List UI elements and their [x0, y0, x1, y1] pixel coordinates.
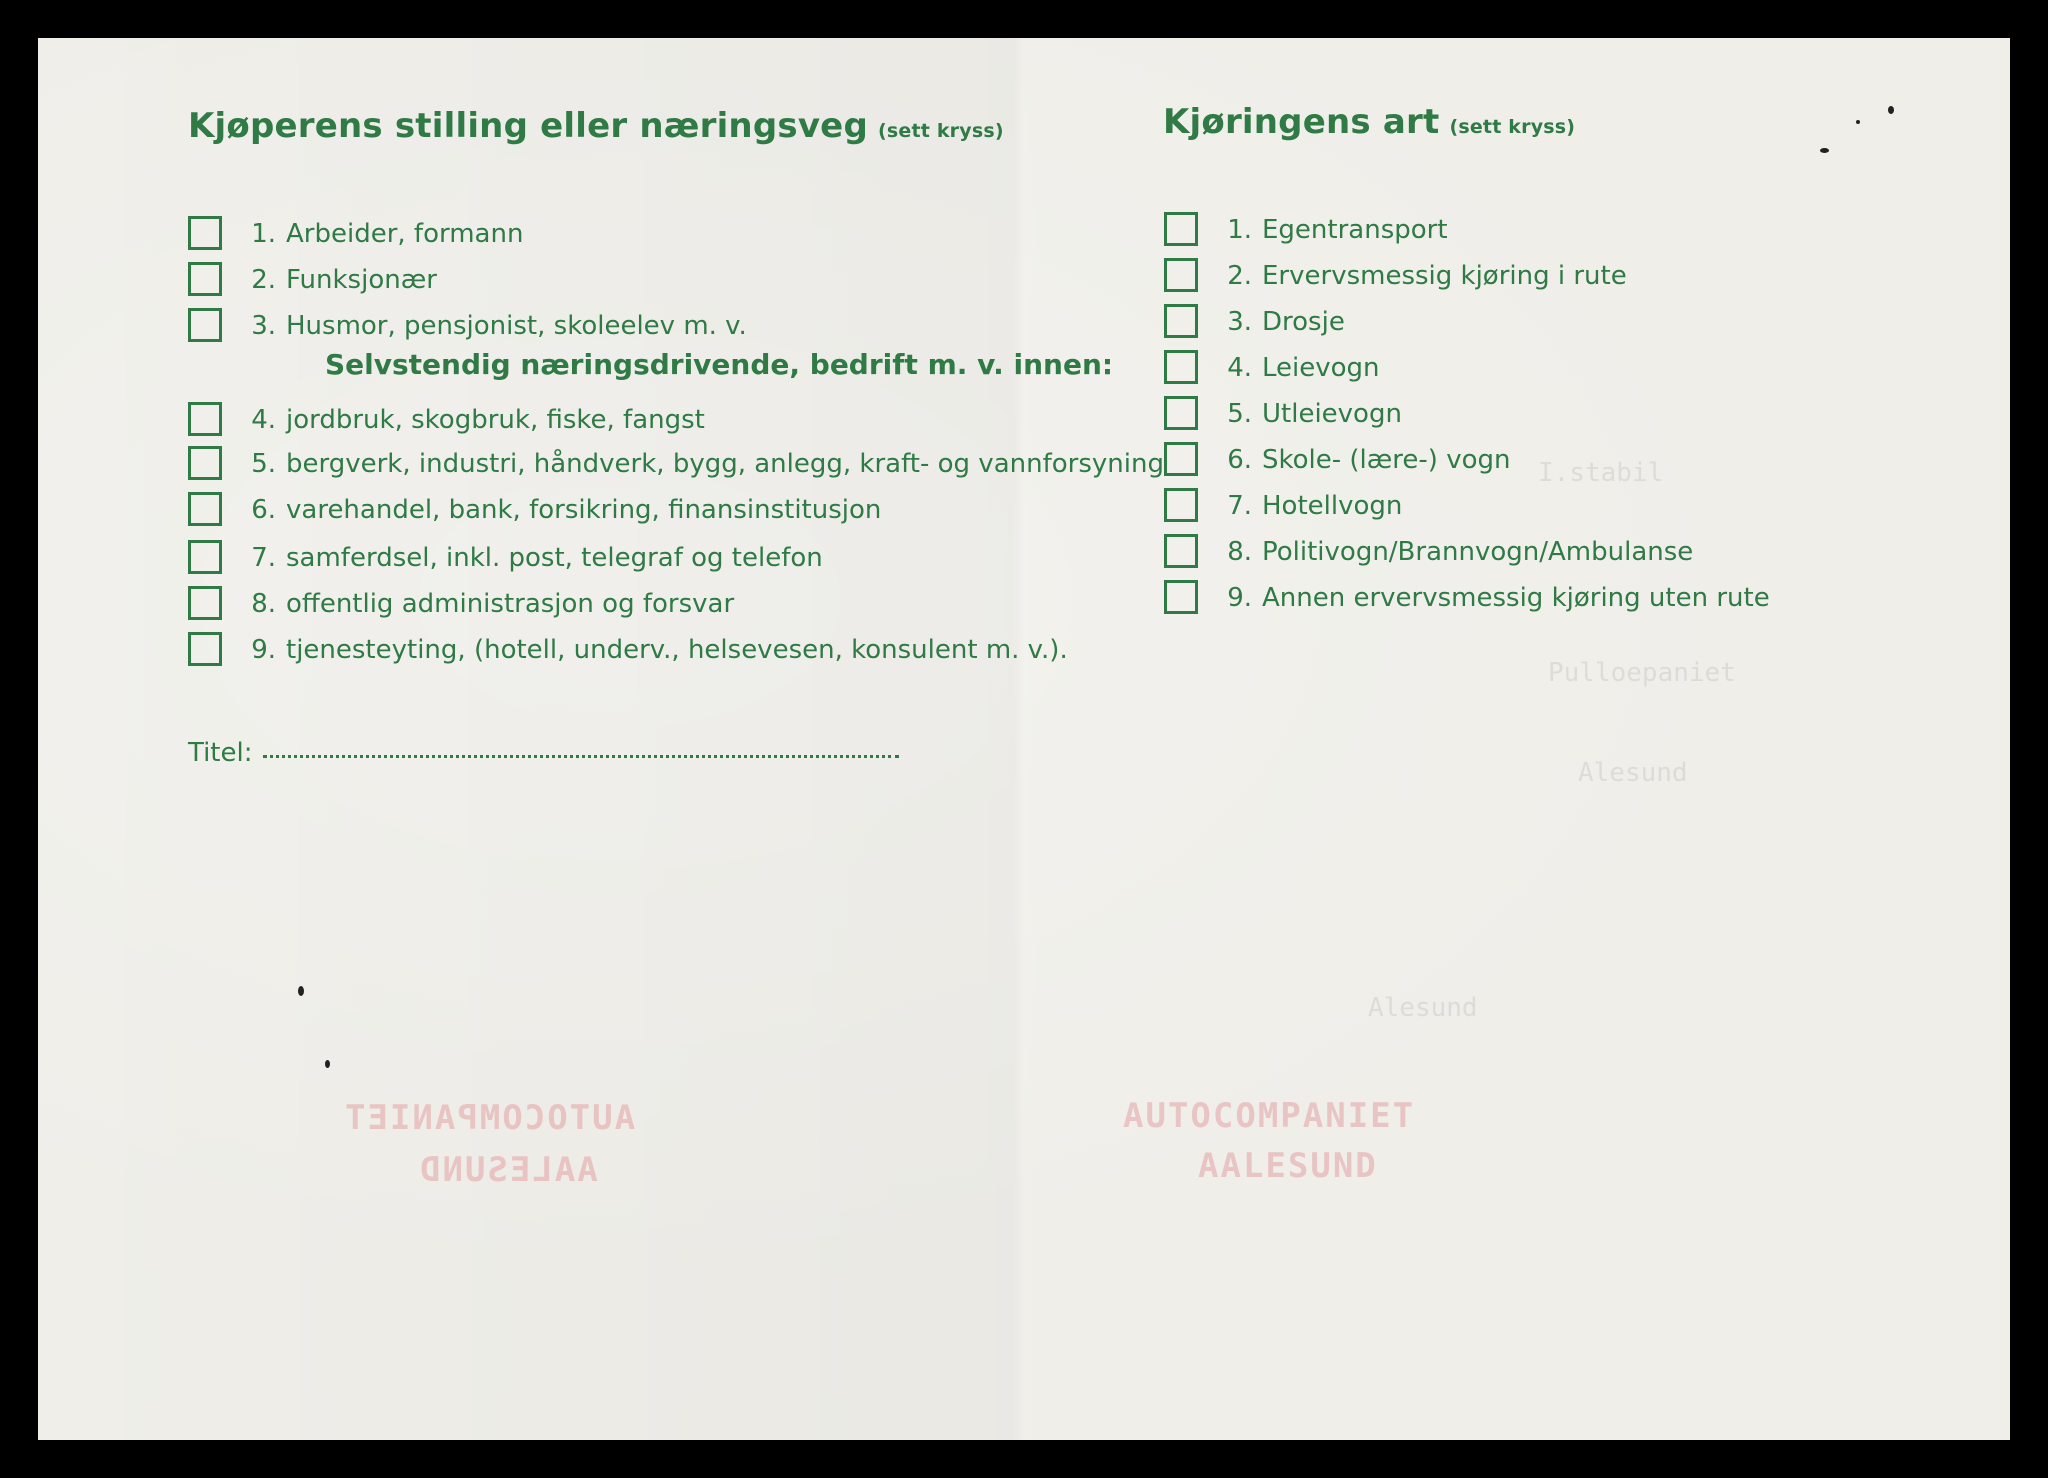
checkbox-buyer-8[interactable] — [188, 586, 222, 620]
bleed-through-text: Alesund — [1578, 758, 1688, 788]
driving-type-heading — [1163, 102, 1575, 142]
option-number: 4. — [1227, 353, 1252, 383]
option-number: 2. — [251, 265, 276, 295]
checkbox-driving-3[interactable] — [1164, 304, 1198, 338]
option-number: 1. — [251, 219, 276, 249]
checkbox-buyer-3[interactable] — [188, 308, 222, 342]
ink-speck — [298, 986, 304, 996]
option-label: jordbruk, skogbruk, fiske, fangst — [286, 405, 705, 435]
option-label: bergverk, industri, håndverk, bygg, anlegg, kraft- og vannforsyning — [286, 449, 1164, 479]
stamp-left-line1: AUTOCOMPANIET — [343, 1098, 636, 1138]
checkbox-buyer-9[interactable] — [188, 632, 222, 666]
option-number: 3. — [251, 311, 276, 341]
option-number: 8. — [251, 589, 276, 619]
option-number: 1. — [1227, 215, 1252, 245]
option-number: 4. — [251, 405, 276, 435]
option-label: samferdsel, inkl. post, telegraf og telefon — [286, 543, 823, 573]
checkbox-buyer-1[interactable] — [188, 216, 222, 250]
checkbox-buyer-7[interactable] — [188, 540, 222, 574]
option-label: Ervervsmessig kjøring i rute — [1262, 261, 1627, 291]
driving-type-heading-text: Kjøringens art — [1163, 102, 1440, 142]
option-label: offentlig administrasjon og forsvar — [286, 589, 735, 619]
checkbox-buyer-5[interactable] — [188, 446, 222, 480]
checkbox-driving-8[interactable] — [1164, 534, 1198, 568]
stamp-right-line2: AALESUND — [1198, 1146, 1378, 1186]
option-label: Annen ervervsmessig kjøring uten rute — [1262, 583, 1770, 613]
option-label: Politivogn/Brannvogn/Ambulanse — [1262, 537, 1694, 567]
checkbox-buyer-4[interactable] — [188, 402, 222, 436]
buyer-occupation-heading-note: (sett kryss) — [877, 120, 1004, 142]
option-number: 9. — [251, 635, 276, 665]
option-label: Egentransport — [1262, 215, 1448, 245]
option-label: Drosje — [1262, 307, 1345, 337]
option-number: 2. — [1227, 261, 1252, 291]
option-number: 9. — [1227, 583, 1252, 613]
checkbox-driving-2[interactable] — [1164, 258, 1198, 292]
option-number: 3. — [1227, 307, 1252, 337]
option-label: Funksjonær — [286, 265, 437, 295]
option-number: 5. — [251, 449, 276, 479]
stamp-right-line1: AUTOCOMPANIET — [1123, 1096, 1416, 1136]
checkbox-buyer-2[interactable] — [188, 262, 222, 296]
ink-speck — [325, 1060, 330, 1068]
option-number: 7. — [251, 543, 276, 573]
option-label: Hotellvogn — [1262, 491, 1403, 521]
buyer-occupation-heading-text: Kjøperens stilling eller næringsveg — [188, 106, 868, 146]
ink-speck — [1888, 106, 1894, 114]
option-number: 8. — [1227, 537, 1252, 567]
stamp-left-line2: AALESUND — [418, 1150, 598, 1190]
ink-speck — [1856, 120, 1860, 124]
checkbox-driving-1[interactable] — [1164, 212, 1198, 246]
bleed-through-text: Pulloepaniet — [1548, 658, 1736, 688]
option-number: 6. — [1227, 445, 1252, 475]
checkbox-driving-5[interactable] — [1164, 396, 1198, 430]
driving-type-heading-note: (sett kryss) — [1449, 116, 1576, 138]
ink-speck — [1820, 148, 1829, 153]
option-number: 7. — [1227, 491, 1252, 521]
bleed-through-text: Alesund — [1368, 993, 1478, 1023]
checkbox-buyer-6[interactable] — [188, 492, 222, 526]
option-label: Arbeider, formann — [286, 219, 524, 249]
titel-input-line[interactable] — [263, 755, 899, 758]
option-number: 6. — [251, 495, 276, 525]
option-label: Utleievogn — [1262, 399, 1402, 429]
checkbox-driving-4[interactable] — [1164, 350, 1198, 384]
titel-label: Titel: — [188, 738, 253, 768]
option-label: tjenesteyting, (hotell, underv., helsevesen, konsulent m. v.). — [286, 635, 1068, 665]
bleed-through-text: I.stabil — [1538, 458, 1664, 488]
option-label: Husmor, pensjonist, skoleelev m. v. — [286, 311, 747, 341]
option-label: Skole- (lære-) vogn — [1262, 445, 1511, 475]
form-sheet — [38, 38, 2010, 1440]
checkbox-driving-6[interactable] — [1164, 442, 1198, 476]
option-label: Leievogn — [1262, 353, 1380, 383]
self-employed-subheading: Selvstendig næringsdrivende, bedrift m. v. innen: — [325, 348, 1114, 381]
option-label: varehandel, bank, forsikring, finansinstitusjon — [286, 495, 882, 525]
checkbox-driving-7[interactable] — [1164, 488, 1198, 522]
buyer-occupation-heading — [188, 106, 1004, 146]
checkbox-driving-9[interactable] — [1164, 580, 1198, 614]
option-number: 5. — [1227, 399, 1252, 429]
